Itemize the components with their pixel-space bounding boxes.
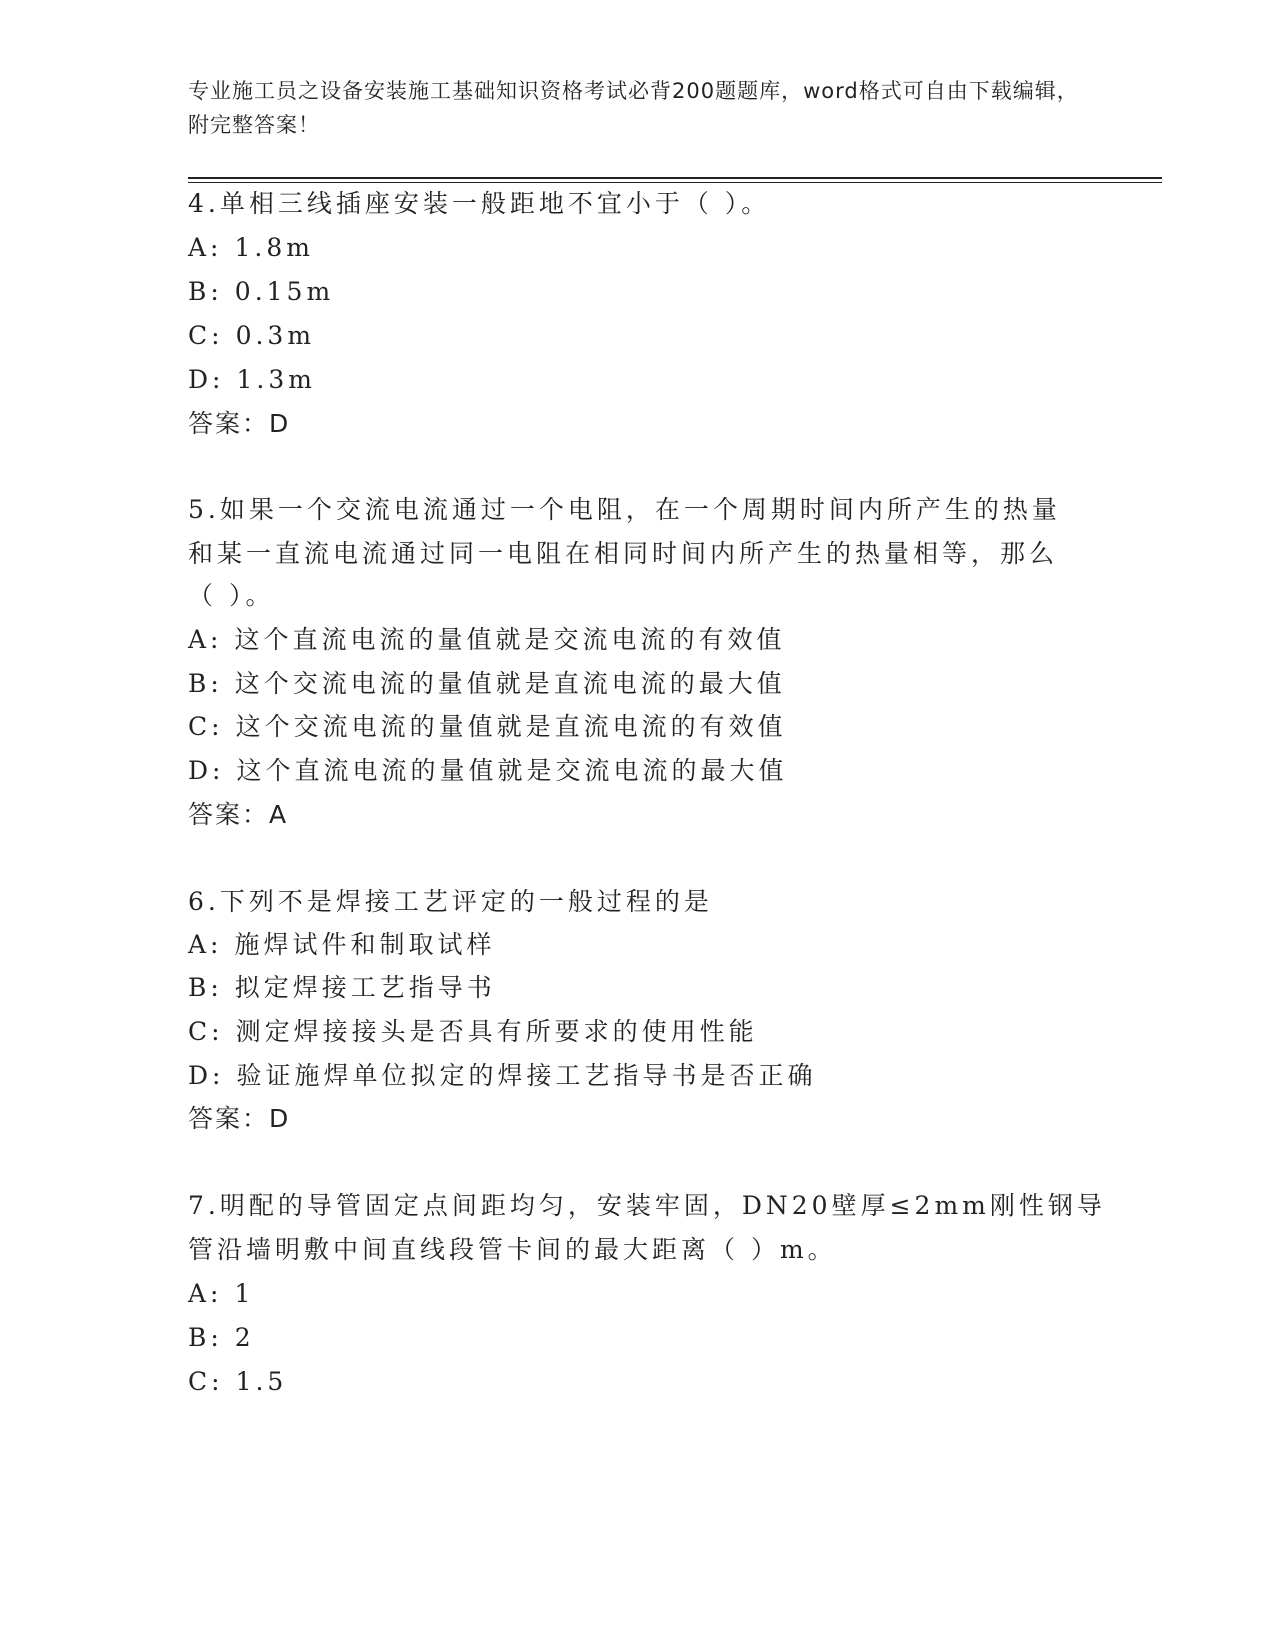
option-text: 测定焊接接头是否具有所要求的使用性能 [235,1017,758,1046]
question-6-option-c [188,1016,758,1048]
question-7-option-b [188,1322,255,1354]
option-text: 0.3m [235,321,316,350]
option-text: 2 [234,1323,255,1352]
option-letter: B: [188,1323,223,1352]
question-4-option-c [188,320,315,352]
option-letter: D: [188,1061,225,1090]
option-letter: A: [188,625,223,654]
option-text: 1.5 [235,1367,288,1396]
option-text: 这个直流电流的量值就是交流电流的有效值 [234,625,786,654]
option-text: 0.15m [234,277,335,306]
question-5-stem-line-1: 5.如果一个交流电流通过一个电阻，在一个周期时间内所产生的热量 [188,495,1061,524]
option-letter: A: [188,233,223,262]
option-text: 拟定焊接工艺指导书 [234,973,496,1002]
question-7-option-c [188,1366,287,1398]
option-text: 1.3m [236,365,316,394]
question-5-option-b [188,668,786,700]
option-letter: C: [188,1367,224,1396]
question-5-answer: 答案：A [188,800,289,829]
question-5-option-a [188,624,786,656]
question-4-option-d [188,364,316,396]
question-4-stem: 4.单相三线插座安装一般距地不宜小于（ ）。 [188,189,771,218]
question-6-option-b [188,972,496,1004]
question-6-option-a [188,929,496,961]
question-4-option-a [188,232,314,264]
option-letter: B: [188,669,223,698]
question-5-option-c [188,711,787,743]
option-letter: B: [188,973,223,1002]
option-text: 这个交流电流的量值就是直流电流的最大值 [234,669,786,698]
header-rule-thin [188,182,1162,183]
question-6-answer: 答案：D [188,1104,291,1133]
question-5-stem-line-3: （ ）。 [188,581,275,610]
option-letter: C: [188,321,224,350]
option-letter: B: [188,277,223,306]
header-rule [188,177,1162,179]
option-text: 这个交流电流的量值就是直流电流的有效值 [235,712,787,741]
option-letter: A: [188,1279,223,1308]
question-5-option-d [188,755,787,787]
question-6-stem: 6.下列不是焊接工艺评定的一般过程的是 [188,887,713,916]
option-letter: A: [188,930,223,959]
question-4-answer: 答案：D [188,409,291,438]
option-letter: D: [188,756,225,785]
option-text: 验证施焊单位拟定的焊接工艺指导书是否正确 [236,1061,817,1090]
option-letter: D: [188,365,225,394]
option-letter: C: [188,712,224,741]
question-5-stem-line-2: 和某一直流电流通过同一电阻在相同时间内所产生的热量相等，那么 [188,539,1059,568]
question-4-option-b [188,276,334,308]
option-text: 1.8m [234,233,314,262]
question-7-stem-line-1: 7.明配的导管固定点间距均匀，安装牢固，DN20壁厚≤2mm刚性钢导 [188,1191,1106,1220]
option-text: 1 [234,1279,255,1308]
question-7-option-a [188,1278,254,1310]
question-6-option-d [188,1060,816,1092]
option-text: 这个直流电流的量值就是交流电流的最大值 [236,756,788,785]
question-7-stem-line-2: 管沿墙明敷中间直线段管卡间的最大距离（ ）m。 [188,1235,837,1264]
document-header: 专业施工员之设备安装施工基础知识资格考试必背200题题库，word格式可自由下载编辑，附完整答案！ [188,79,1079,137]
option-text: 施焊试件和制取试样 [234,930,496,959]
option-letter: C: [188,1017,224,1046]
